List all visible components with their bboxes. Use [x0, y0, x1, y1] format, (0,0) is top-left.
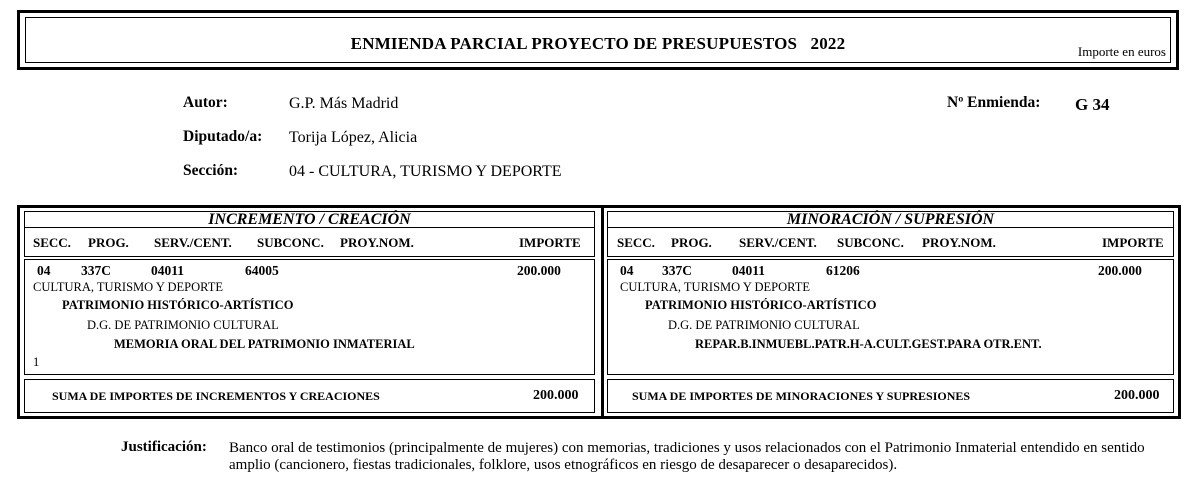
col-secc: SECC.: [617, 235, 655, 250]
budget-table: [17, 205, 1181, 419]
detail-line-4: MEMORIA ORAL DEL PATRIMONIO INMATERIAL: [114, 337, 415, 351]
seccion-value: 04 - CULTURA, TURISMO Y DEPORTE: [289, 163, 562, 180]
detail-line-1: CULTURA, TURISMO Y DEPORTE: [620, 280, 811, 294]
col-prog: PROG.: [88, 235, 129, 250]
incremento-total-label: SUMA DE IMPORTES DE INCREMENTOS Y CREACIONES: [52, 389, 380, 403]
col-secc: SECC.: [33, 235, 71, 250]
detail-line-2: PATRIMONIO HISTÓRICO-ARTÍSTICO: [645, 298, 877, 312]
incremento-title: INCREMENTO / CREACIÓN: [208, 211, 411, 228]
detail-serv: 04011: [151, 263, 185, 278]
minoracion-panel: [604, 208, 1178, 416]
diputado-value: Torija López, Alicia: [289, 129, 418, 146]
col-subconc: SUBCONC.: [837, 235, 904, 250]
autor-value: G.P. Más Madrid: [289, 95, 399, 112]
detail-secc: 04: [37, 263, 51, 278]
detail-line-2: PATRIMONIO HISTÓRICO-ARTÍSTICO: [62, 298, 294, 312]
incremento-panel: [20, 208, 601, 416]
header-inner-frame: [25, 17, 1171, 63]
units-note: Importe en euros: [1077, 44, 1166, 59]
detail-importe: 200.000: [1098, 263, 1142, 278]
minoracion-detail: [607, 259, 1174, 375]
detail-secc: 04: [620, 263, 634, 278]
enmienda-label: Nº Enmienda:: [947, 94, 1041, 111]
incremento-column-header: [24, 227, 595, 257]
diputado-label: Diputado/a:: [183, 128, 263, 145]
detail-subconc: 61206: [826, 263, 860, 278]
detail-line-3: D.G. DE PATRIMONIO CULTURAL: [668, 318, 860, 332]
col-proy: PROY.NOM.: [340, 235, 414, 250]
detail-line-4: REPAR.B.INMUEBL.PATR.H-A.CULT.GEST.PARA OTR.ENT.: [695, 337, 1042, 351]
col-serv: SERV./CENT.: [739, 235, 817, 250]
detail-subconc: 64005: [245, 263, 279, 278]
seccion-label: Sección:: [183, 162, 239, 179]
detail-prog: 337C: [81, 263, 111, 278]
col-importe: IMPORTE: [519, 235, 581, 250]
incremento-total-row: [24, 379, 595, 413]
document-title: ENMIENDA PARCIAL PROYECTO DE PRESUPUESTOS 2022: [350, 34, 846, 53]
detail-line-5: 1: [33, 355, 40, 369]
col-proy: PROY.NOM.: [922, 235, 996, 250]
minoracion-total-row: [607, 379, 1174, 413]
minoracion-column-header: [607, 227, 1174, 257]
col-importe: IMPORTE: [1102, 235, 1164, 250]
justificacion-label: Justificación:: [121, 439, 207, 455]
detail-line-1: CULTURA, TURISMO Y DEPORTE: [33, 280, 224, 294]
col-serv: SERV./CENT.: [154, 235, 232, 250]
minoracion-total-value: 200.000: [1114, 388, 1160, 403]
col-prog: PROG.: [671, 235, 712, 250]
incremento-total-value: 200.000: [533, 388, 579, 403]
detail-prog: 337C: [662, 263, 692, 278]
enmienda-number: G 34: [1075, 95, 1110, 114]
minoracion-title: MINORACIÓN / SUPRESIÓN: [786, 211, 995, 228]
document-header: [17, 10, 1179, 70]
detail-serv: 04011: [732, 263, 766, 278]
minoracion-total-label: SUMA DE IMPORTES DE MINORACIONES Y SUPRESIONES: [632, 389, 971, 403]
incremento-title-box: [24, 211, 595, 227]
col-subconc: SUBCONC.: [257, 235, 324, 250]
detail-importe: 200.000: [517, 263, 561, 278]
justificacion-text: Banco oral de testimonios (principalmente de mujeres) con memorias, tradiciones y usos relacionados con el Patrimonio Inmaterial entendido en sentido amplio (cancionero, fiestas tradicionales, folklore, usos etnográficos en riesgo de desaparecer o desaparecidos).: [229, 440, 1145, 473]
detail-line-3: D.G. DE PATRIMONIO CULTURAL: [87, 318, 279, 332]
incremento-detail: [24, 259, 595, 375]
minoracion-title-box: [607, 211, 1174, 227]
autor-label: Autor:: [183, 94, 228, 111]
